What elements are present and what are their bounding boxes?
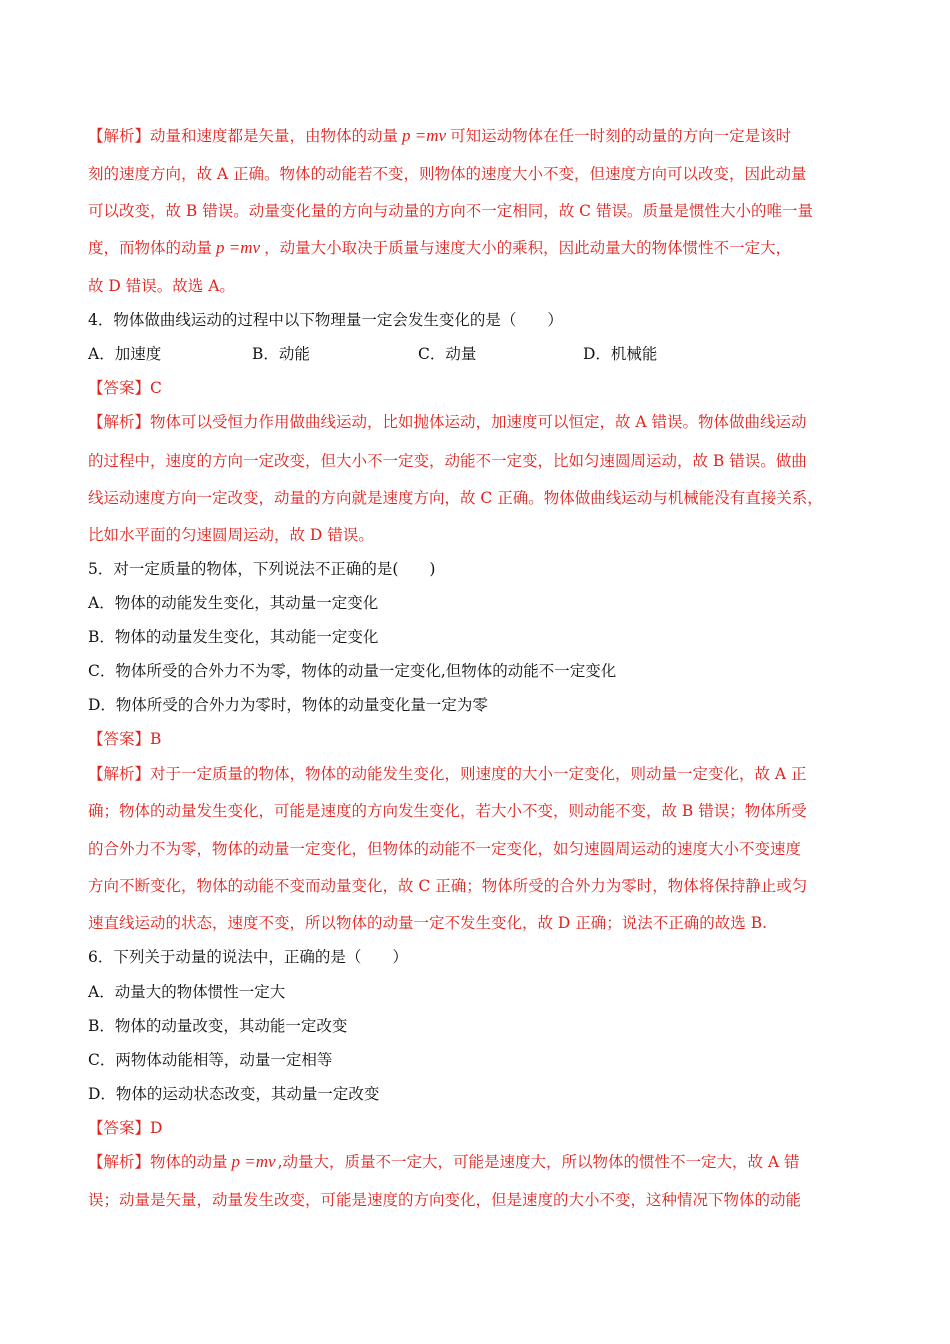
text: 【解析】物体的动量 — [88, 1153, 228, 1171]
q6-stem: 6．下列关于动量的说法中，正确的是（ ） — [88, 948, 408, 966]
q5-option-c: C．物体所受的合外力不为零，物体的动量一定变化,但物体的动能不一定变化 — [88, 662, 617, 680]
q6-option-a: A．动量大的物体惯性一定大 — [88, 983, 286, 1001]
text: ,动量大，质量不一定大，可能是速度大，所以物体的惯性不一定大，故 A 错 — [277, 1153, 800, 1171]
formula-p-mv: p =mv — [216, 238, 261, 257]
q4-option-a: A．加速度 — [88, 345, 162, 363]
q5-analysis-line-3: 的合外力不为零，物体的动量一定变化，但物体的动能不一定变化，如匀速圆周运动的速度大小不变速度 — [88, 840, 802, 858]
q5-option-a: A．物体的动能发生变化，其动量一定变化 — [88, 594, 379, 612]
q4-stem: 4．物体做曲线运动的过程中以下物理量一定会发生变化的是（ ） — [88, 311, 563, 329]
formula-p-mv: p =mv — [231, 1152, 276, 1171]
q6-option-c: C．两物体动能相等，动量一定相等 — [88, 1051, 333, 1069]
text: 可知运动物体在任一时刻的动量的方向一定是该时 — [450, 127, 792, 145]
q5-stem: 5．对一定质量的物体，下列说法不正确的是( ) — [88, 560, 436, 578]
q5-option-d: D．物体所受的合外力为零时，物体的动量变化量一定为零 — [88, 696, 488, 714]
q6-analysis-line-1 — [88, 1152, 800, 1172]
q3-analysis-line-4 — [88, 238, 791, 258]
text: ，动量大小取决于质量与速度大小的乘积，因此动量大的物体惯性不一定大， — [264, 239, 792, 257]
q6-analysis-line-2: 误；动量是矢量，动量发生改变，可能是速度的方向变化，但是速度的大小不变，这种情况下物体的动能 — [88, 1191, 802, 1209]
q4-options — [88, 344, 888, 364]
q4-analysis-line-3: 线运动速度方向一定改变，动量的方向就是速度方向，故 C 正确。物体做曲线运动与机械能没有直接关系， — [88, 489, 823, 507]
q4-option-c: C．动量 — [418, 345, 477, 363]
q3-analysis-line-5: 故 D 错误。故选 A。 — [88, 277, 235, 295]
q4-analysis-line-4: 比如水平面的匀速圆周运动，故 D 错误。 — [88, 526, 374, 544]
q4-option-b: B．动能 — [252, 345, 310, 363]
q6-option-d: D．物体的运动状态改变，其动量一定改变 — [88, 1085, 380, 1103]
text: 度，而物体的动量 — [88, 239, 213, 257]
q4-option-d: D．机械能 — [583, 345, 658, 363]
q5-option-b: B．物体的动量发生变化，其动能一定变化 — [88, 628, 379, 646]
formula-p-mv: p =mv — [402, 126, 447, 145]
q3-analysis-line-2: 刻的速度方向，故 A 正确。物体的动能若不变，则物体的速度大小不变，但速度方向可以改变，因此动量 — [88, 165, 807, 183]
q5-analysis-line-2: 确；物体的动量发生变化，可能是速度的方向发生变化，若大小不变，则动能不变，故 B 错误；物体所受 — [88, 802, 807, 820]
q4-analysis-line-2: 的过程中，速度的方向一定改变，但大小不一定变，动能不一定变，比如匀速圆周运动，故 B 错误。做曲 — [88, 452, 807, 470]
q6-option-b: B．物体的动量改变，其动能一定改变 — [88, 1017, 348, 1035]
q5-analysis-line-4: 方向不断变化，物体的动能不变而动量变化，故 C 正确；物体所受的合外力为零时，物体将保持静止或匀 — [88, 877, 808, 895]
q4-analysis-line-1: 【解析】物体可以受恒力作用做曲线运动，比如抛体运动，加速度可以恒定，故 A 错误。物体做曲线运动 — [88, 413, 807, 431]
q4-answer: 【答案】C — [88, 379, 162, 397]
q5-analysis-line-1: 【解析】对于一定质量的物体，物体的动能发生变化，则速度的大小一定变化，则动量一定变化，故 A 正 — [88, 765, 807, 783]
text: 【解析】动量和速度都是矢量，由物体的动量 — [88, 127, 399, 145]
q3-analysis-line-3: 可以改变，故 B 错误。动量变化量的方向与动量的方向不一定相同，故 C 错误。质量是惯性大小的唯一量 — [88, 202, 813, 220]
q3-analysis-line-1 — [88, 126, 791, 146]
q5-analysis-line-5: 速直线运动的状态，速度不变，所以物体的动量一定不发生变化，故 D 正确；说法不正确的故选 B. — [88, 914, 768, 932]
q6-answer: 【答案】D — [88, 1119, 163, 1137]
q5-answer: 【答案】B — [88, 730, 162, 748]
